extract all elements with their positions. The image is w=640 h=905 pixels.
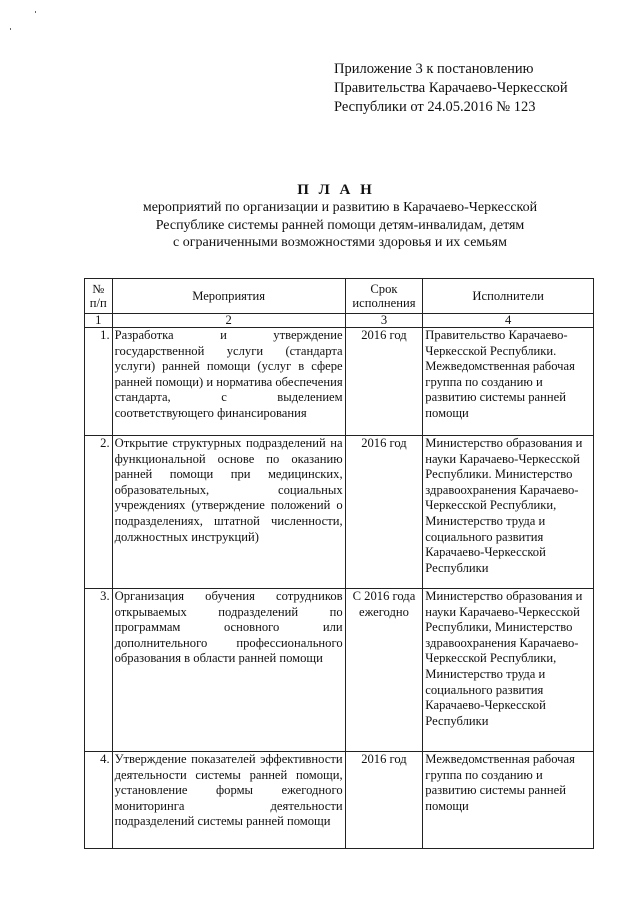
header-executors: Исполнители (423, 279, 594, 314)
scan-speck (35, 11, 36, 13)
table-row (85, 328, 594, 436)
row-executors: Межведомственная рабочая группа по созданию и развитию системы ранней помощи (423, 752, 594, 849)
table-row (85, 752, 594, 849)
document-title: П Л А Н (297, 182, 375, 198)
row-number: 4. (85, 752, 113, 849)
header-num: № п/п (85, 279, 113, 314)
table-header-row (85, 279, 594, 314)
column-number: 4 (423, 314, 594, 328)
column-number: 3 (345, 314, 423, 328)
row-term: С 2016 года ежегодно (345, 589, 423, 752)
column-number: 1 (85, 314, 113, 328)
appendix-line-1: Приложение 3 к постановлению (334, 61, 534, 77)
row-number: 1. (85, 328, 113, 436)
plan-table (84, 278, 594, 849)
row-number: 3. (85, 589, 113, 752)
header-term: Срок исполнения (345, 279, 423, 314)
row-activity: Утверждение показателей эффективности деятельности системы ранней помощи, установление формы ежегодного мониторинга деятельности подразделений системы ранней помощи (112, 752, 345, 849)
column-number: 2 (112, 314, 345, 328)
row-activity: Разработка и утверждение государственной услуги (стандарта услуги) ранней помощи (услуг в сфере ранней помощи) и норматива обеспечения стандарта, с выделением соответствующего финансирования (112, 328, 345, 436)
appendix-line-3: Республики от 24.05.2016 № 123 (334, 99, 536, 115)
row-activity: Организация обучения сотрудников открываемых подразделений по программам основного или дополнительного профессионального образования в области ранней помощи (112, 589, 345, 752)
column-numbers-row (85, 314, 594, 328)
subtitle-line-3: с ограниченными возможностями здоровья и их семьям (173, 235, 507, 250)
row-number: 2. (85, 436, 113, 589)
row-term: 2016 год (345, 328, 423, 436)
subtitle-line-1: мероприятий по организации и развитию в Карачаево-Черкесской (142, 200, 538, 215)
row-executors: Министерство образования и науки Карачаево-Черкесской Республики, Министерство здравоохранения Карачаево-Черкесской Республики, Министерство труда и социального развития Карачаево-Черкесской Республики (423, 589, 594, 752)
header-activities: Мероприятия (112, 279, 345, 314)
row-term: 2016 год (345, 752, 423, 849)
scan-speck (10, 28, 11, 30)
row-executors: Правительство Карачаево-Черкесской Республики. Межведомственная рабочая группа по созданию и развитию системы ранней помощи (423, 328, 594, 436)
table-row (85, 436, 594, 589)
table-row (85, 589, 594, 752)
appendix-note (334, 60, 594, 117)
appendix-line-2: Правительства Карачаево-Черкесской (334, 80, 568, 96)
subtitle-line-2: Республике системы ранней помощи детям-инвалидам, детям (155, 217, 525, 233)
row-activity: Открытие структурных подразделений на функциональной основе по оказанию ранней помощи при медицинских, образовательных, социальных учреждениях (утверждение положений о подразделениях, штатной численности, должностных инструкций) (112, 436, 345, 589)
row-executors: Министерство образования и науки Карачаево-Черкесской Республики. Министерство здравоохранения Карачаево-Черкесской Республики, Министерство труда и социального развития Карачаево-Черкесской Республики (423, 436, 594, 589)
document-subtitle (120, 199, 560, 252)
row-term: 2016 год (345, 436, 423, 589)
